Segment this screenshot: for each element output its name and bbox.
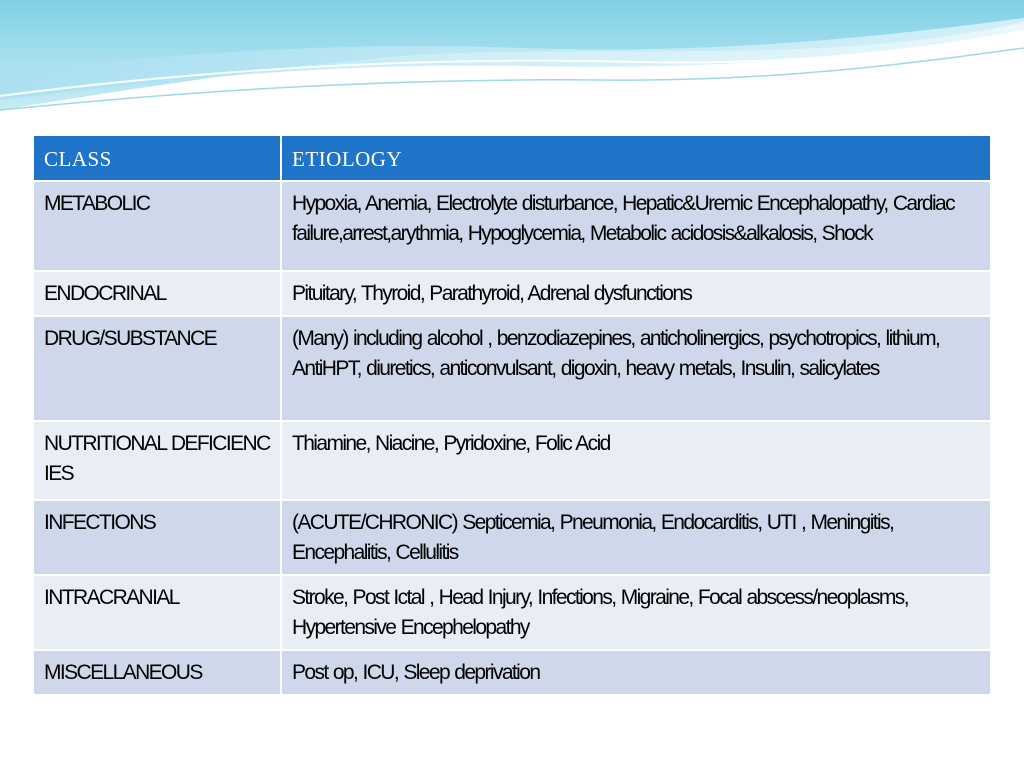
header-wave-decoration [0, 0, 1024, 130]
row-class: MISCELLANEOUS [34, 651, 280, 696]
row-etiology: Hypoxia, Anemia, Electrolyte disturbance, Hepatic&Uremic Encephalopathy, Cardiac failure,arrest,arythmia, Hypoglycemia, Metabolic acidosis&alkalosis, Shock [282, 182, 990, 272]
table-row [34, 422, 990, 501]
row-etiology: (Many) including alcohol , benzodiazepines, anticholinergics, psychotropics, lithium, AntiHPT, diuretics, anticonvulsant, digoxin, heavy metals, Insulin, salicylates [282, 317, 990, 422]
etiology-table [32, 136, 992, 696]
table-row [34, 317, 990, 422]
row-class: DRUG/SUBSTANCE [34, 317, 280, 422]
row-etiology: (ACUTE/CHRONIC) Septicemia, Pneumonia, Endocarditis, UTI , Meningitis, Encephalitis, Cellulitis [282, 501, 990, 576]
table-row [34, 272, 990, 317]
row-class: INTRACRANIAL [34, 576, 280, 651]
row-etiology: Pituitary, Thyroid, Parathyroid, Adrenal dysfunctions [282, 272, 990, 317]
row-class: METABOLIC [34, 182, 280, 272]
table-row [34, 182, 990, 272]
row-etiology: Post op, ICU, Sleep deprivation [282, 651, 990, 696]
row-class: NUTRITIONAL DEFICIENCIES [34, 422, 280, 501]
table-row [34, 651, 990, 696]
table-row [34, 501, 990, 576]
table-row [34, 576, 990, 651]
row-etiology: Stroke, Post Ictal , Head Injury, Infections, Migraine, Focal abscess/neoplasms, Hypertensive Encephelopathy [282, 576, 990, 651]
header-etiology: ETIOLOGY [282, 136, 990, 182]
row-class: ENDOCRINAL [34, 272, 280, 317]
row-class: INFECTIONS [34, 501, 280, 576]
header-class: CLASS [34, 136, 280, 182]
row-etiology: Thiamine, Niacine, Pyridoxine, Folic Acid [282, 422, 990, 501]
header-row [34, 136, 990, 182]
